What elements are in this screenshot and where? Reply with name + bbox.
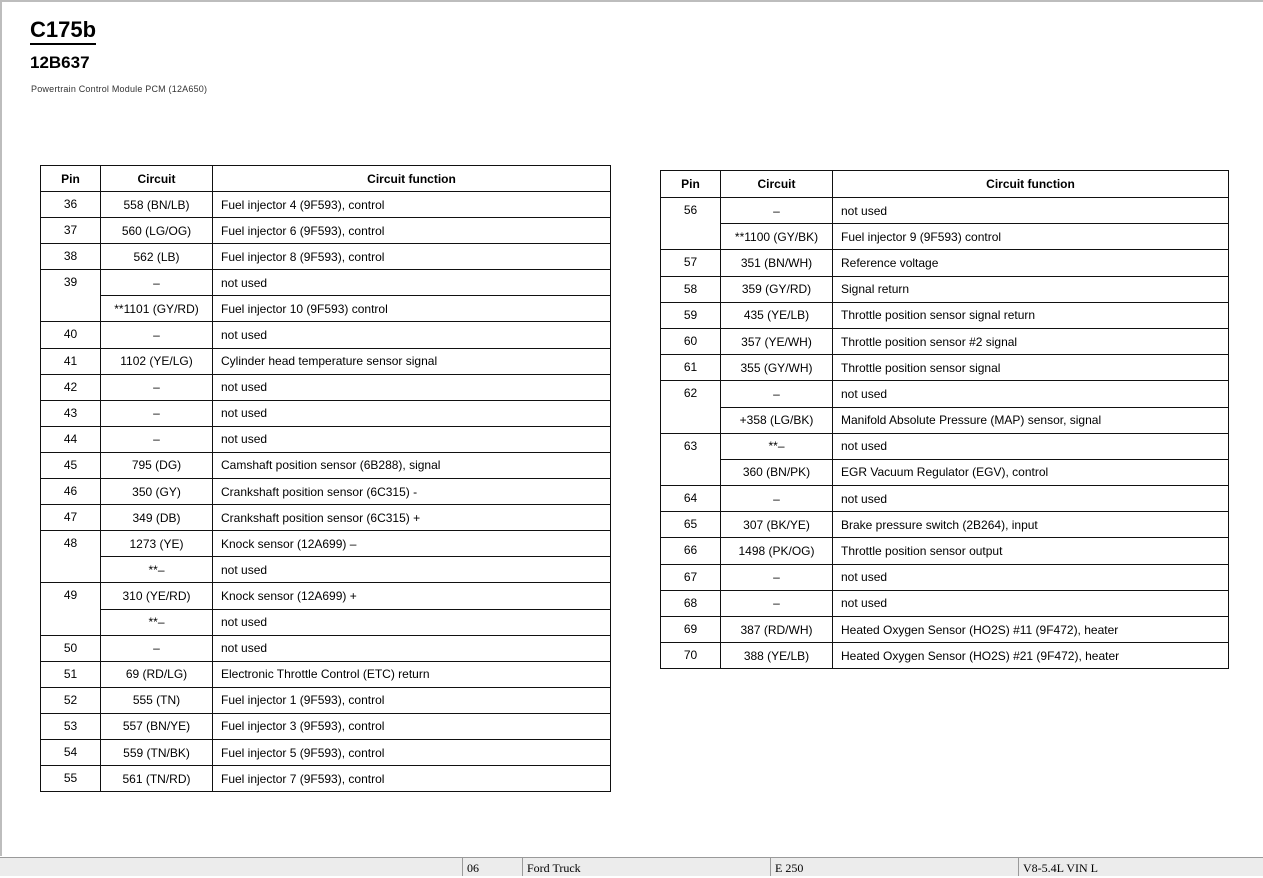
circuit-function: Throttle position sensor output <box>833 538 1229 564</box>
circuit-function: not used <box>213 322 611 348</box>
table-row <box>661 564 1229 590</box>
circuit-code: 555 (TN) <box>101 687 213 713</box>
circuit-function: Fuel injector 4 (9F593), control <box>213 192 611 218</box>
circuit-code: 558 (BN/LB) <box>101 192 213 218</box>
circuit-code: – <box>101 635 213 661</box>
circuit-code: 561 (TN/RD) <box>101 766 213 792</box>
circuit-code: 795 (DG) <box>101 452 213 478</box>
pin-number: 40 <box>41 322 101 348</box>
table-row <box>41 374 611 400</box>
circuit-code: – <box>721 590 833 616</box>
circuit-code: – <box>101 374 213 400</box>
table-row <box>41 452 611 478</box>
circuit-function: not used <box>213 400 611 426</box>
circuit-code: **– <box>101 609 213 635</box>
circuit-function: Throttle position sensor #2 signal <box>833 328 1229 354</box>
pin-number: 59 <box>661 302 721 328</box>
pin-number: 61 <box>661 355 721 381</box>
pin-number: 50 <box>41 635 101 661</box>
pin-number: 48 <box>41 531 101 583</box>
circuit-code: 388 (YE/LB) <box>721 643 833 669</box>
circuit-code: – <box>721 198 833 224</box>
table-row <box>41 766 611 792</box>
column-header-circuit: Circuit <box>101 166 213 192</box>
circuit-function: Electronic Throttle Control (ETC) return <box>213 661 611 687</box>
circuit-code: 307 (BK/YE) <box>721 512 833 538</box>
pin-number: 38 <box>41 244 101 270</box>
table-row <box>661 276 1229 302</box>
table-row <box>41 531 611 557</box>
left-table-body <box>41 192 611 792</box>
circuit-function: Fuel injector 8 (9F593), control <box>213 244 611 270</box>
circuit-code: – <box>721 564 833 590</box>
pin-number: 36 <box>41 192 101 218</box>
table-row <box>661 407 1229 433</box>
circuit-function: not used <box>213 270 611 296</box>
window-top-border <box>0 0 1263 2</box>
circuit-code: 360 (BN/PK) <box>721 459 833 485</box>
circuit-function: Throttle position sensor signal <box>833 355 1229 381</box>
table-row <box>41 739 611 765</box>
pin-number: 45 <box>41 452 101 478</box>
table-row <box>41 192 611 218</box>
circuit-code: +358 (LG/BK) <box>721 407 833 433</box>
table-row <box>41 609 611 635</box>
table-row <box>41 400 611 426</box>
table-row <box>41 479 611 505</box>
circuit-code: **– <box>721 433 833 459</box>
module-description: Powertrain Control Module PCM (12A650) <box>31 84 208 94</box>
circuit-code: **1101 (GY/RD) <box>101 296 213 322</box>
circuit-function: not used <box>833 486 1229 512</box>
circuit-function: Brake pressure switch (2B264), input <box>833 512 1229 538</box>
circuit-code: 562 (LB) <box>101 244 213 270</box>
pin-number: 54 <box>41 739 101 765</box>
circuit-function: not used <box>213 635 611 661</box>
pin-number: 47 <box>41 505 101 531</box>
pin-number: 49 <box>41 583 101 635</box>
table-row <box>41 426 611 452</box>
pin-number: 53 <box>41 713 101 739</box>
pinout-table-right <box>660 170 1229 669</box>
circuit-function: Fuel injector 3 (9F593), control <box>213 713 611 739</box>
table-row <box>41 713 611 739</box>
circuit-code: – <box>101 426 213 452</box>
circuit-code: 349 (DB) <box>101 505 213 531</box>
table-row <box>661 381 1229 407</box>
pin-number: 37 <box>41 218 101 244</box>
pin-number: 60 <box>661 328 721 354</box>
table-row <box>41 270 611 296</box>
circuit-function: Throttle position sensor signal return <box>833 302 1229 328</box>
circuit-function: Fuel injector 6 (9F593), control <box>213 218 611 244</box>
circuit-code: – <box>101 322 213 348</box>
table-row <box>41 557 611 583</box>
table-row <box>41 218 611 244</box>
table-row <box>661 512 1229 538</box>
pin-number: 58 <box>661 276 721 302</box>
table-row <box>661 590 1229 616</box>
circuit-function: Reference voltage <box>833 250 1229 276</box>
circuit-code: 310 (YE/RD) <box>101 583 213 609</box>
table-row <box>41 348 611 374</box>
column-header-pin: Pin <box>661 171 721 198</box>
circuit-function: Manifold Absolute Pressure (MAP) sensor, signal <box>833 407 1229 433</box>
pin-number: 42 <box>41 374 101 400</box>
circuit-code: 355 (GY/WH) <box>721 355 833 381</box>
circuit-function: Camshaft position sensor (6B288), signal <box>213 452 611 478</box>
circuit-function: Crankshaft position sensor (6C315) + <box>213 505 611 531</box>
footer-model: E 250 <box>770 858 1021 876</box>
circuit-function: not used <box>833 381 1229 407</box>
circuit-function: not used <box>833 564 1229 590</box>
pin-number: 67 <box>661 564 721 590</box>
pin-number: 63 <box>661 433 721 485</box>
circuit-code: – <box>101 270 213 296</box>
circuit-code: 435 (YE/LB) <box>721 302 833 328</box>
pin-number: 41 <box>41 348 101 374</box>
circuit-code: 1102 (YE/LG) <box>101 348 213 374</box>
circuit-function: Fuel injector 7 (9F593), control <box>213 766 611 792</box>
pin-number: 69 <box>661 617 721 643</box>
circuit-function: not used <box>213 426 611 452</box>
pin-number: 39 <box>41 270 101 322</box>
table-row <box>41 322 611 348</box>
table-row <box>661 433 1229 459</box>
circuit-function: Knock sensor (12A699) + <box>213 583 611 609</box>
table-row <box>661 617 1229 643</box>
footer-engine: V8-5.4L VIN L <box>1018 858 1263 876</box>
circuit-code: 387 (RD/WH) <box>721 617 833 643</box>
table-row <box>661 643 1229 669</box>
circuit-code: 1273 (YE) <box>101 531 213 557</box>
circuit-function: Heated Oxygen Sensor (HO2S) #21 (9F472), heater <box>833 643 1229 669</box>
circuit-code: 351 (BN/WH) <box>721 250 833 276</box>
pin-number: 57 <box>661 250 721 276</box>
circuit-function: Heated Oxygen Sensor (HO2S) #11 (9F472), heater <box>833 617 1229 643</box>
table-row <box>41 661 611 687</box>
circuit-function: Fuel injector 9 (9F593) control <box>833 224 1229 250</box>
table-row <box>661 302 1229 328</box>
pin-number: 55 <box>41 766 101 792</box>
table-row <box>661 459 1229 485</box>
circuit-function: not used <box>213 609 611 635</box>
table-row <box>41 687 611 713</box>
part-number: 12B637 <box>30 53 90 72</box>
table-row <box>41 296 611 322</box>
circuit-code: 557 (BN/YE) <box>101 713 213 739</box>
table-row <box>661 328 1229 354</box>
connector-title: C175b <box>30 18 96 45</box>
circuit-code: **– <box>101 557 213 583</box>
circuit-function: Cylinder head temperature sensor signal <box>213 348 611 374</box>
table-row <box>41 244 611 270</box>
pin-number: 43 <box>41 400 101 426</box>
circuit-code: 560 (LG/OG) <box>101 218 213 244</box>
circuit-code: – <box>721 486 833 512</box>
circuit-function: EGR Vacuum Regulator (EGV), control <box>833 459 1229 485</box>
column-header-function: Circuit function <box>833 171 1229 198</box>
table-row <box>41 583 611 609</box>
table-row <box>661 355 1229 381</box>
column-header-circuit: Circuit <box>721 171 833 198</box>
circuit-function: Knock sensor (12A699) – <box>213 531 611 557</box>
pin-number: 51 <box>41 661 101 687</box>
circuit-function: not used <box>833 433 1229 459</box>
circuit-function: not used <box>213 557 611 583</box>
circuit-function: Fuel injector 5 (9F593), control <box>213 739 611 765</box>
table-row <box>41 505 611 531</box>
table-row <box>661 538 1229 564</box>
circuit-function: not used <box>833 590 1229 616</box>
pin-number: 64 <box>661 486 721 512</box>
status-bar <box>0 857 1263 876</box>
table-row <box>661 198 1229 224</box>
circuit-function: Fuel injector 1 (9F593), control <box>213 687 611 713</box>
circuit-code: – <box>721 381 833 407</box>
pin-number: 66 <box>661 538 721 564</box>
pin-number: 52 <box>41 687 101 713</box>
circuit-function: Fuel injector 10 (9F593) control <box>213 296 611 322</box>
circuit-function: Signal return <box>833 276 1229 302</box>
circuit-code: 350 (GY) <box>101 479 213 505</box>
pin-number: 44 <box>41 426 101 452</box>
circuit-code: 69 (RD/LG) <box>101 661 213 687</box>
pin-number: 65 <box>661 512 721 538</box>
pin-number: 68 <box>661 590 721 616</box>
circuit-function: not used <box>213 374 611 400</box>
column-header-function: Circuit function <box>213 166 611 192</box>
circuit-code: 1498 (PK/OG) <box>721 538 833 564</box>
table-row <box>661 486 1229 512</box>
circuit-code: **1100 (GY/BK) <box>721 224 833 250</box>
right-table-body <box>661 198 1229 669</box>
pinout-table-left <box>40 165 611 792</box>
circuit-code: 559 (TN/BK) <box>101 739 213 765</box>
window-left-border <box>0 0 2 856</box>
column-header-pin: Pin <box>41 166 101 192</box>
footer-year: 06 <box>462 858 525 876</box>
circuit-code: 357 (YE/WH) <box>721 328 833 354</box>
pin-number: 46 <box>41 479 101 505</box>
pin-number: 62 <box>661 381 721 433</box>
table-row <box>41 635 611 661</box>
pin-number: 70 <box>661 643 721 669</box>
table-row <box>661 224 1229 250</box>
circuit-code: 359 (GY/RD) <box>721 276 833 302</box>
table-row <box>661 250 1229 276</box>
circuit-function: not used <box>833 198 1229 224</box>
footer-make: Ford Truck <box>522 858 773 876</box>
pin-number: 56 <box>661 198 721 250</box>
circuit-code: – <box>101 400 213 426</box>
circuit-function: Crankshaft position sensor (6C315) - <box>213 479 611 505</box>
